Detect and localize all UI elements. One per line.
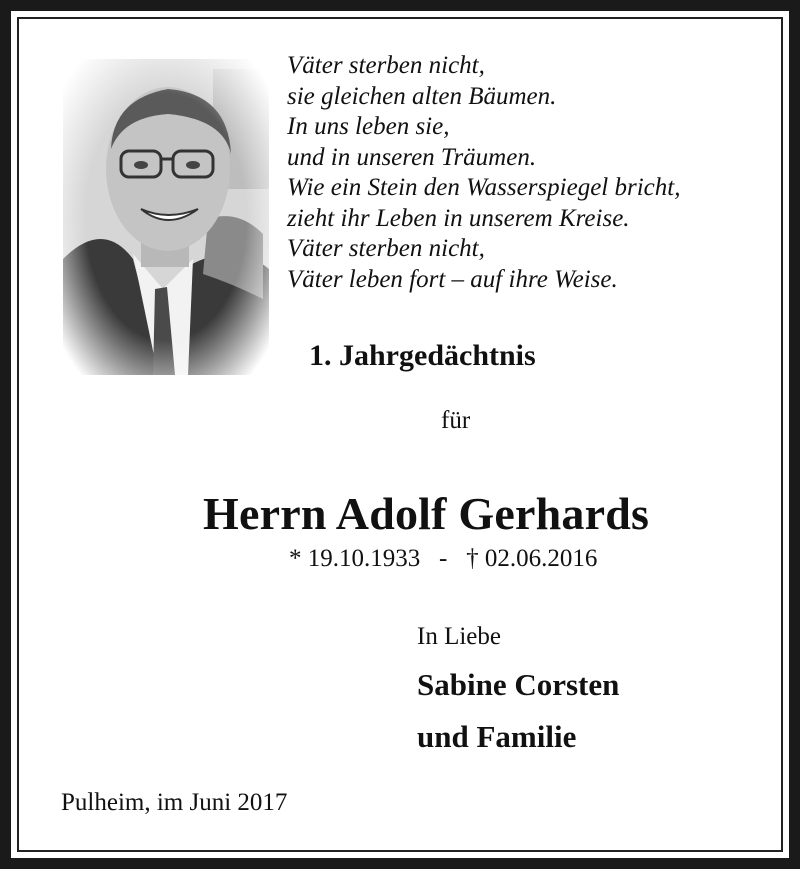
closing-phrase: In Liebe xyxy=(417,623,501,650)
deceased-name: Herrn Adolf Gerhards xyxy=(203,488,650,539)
poem-line: und in unseren Träumen. xyxy=(287,143,537,171)
poem-line: Väter sterben nicht, xyxy=(287,52,485,79)
poem-line: Wie ein Stein den Wasserspiegel bricht, xyxy=(287,174,681,201)
signer-family: und Familie xyxy=(417,719,577,754)
obituary-card xyxy=(11,11,789,858)
anniversary-heading: 1. Jahrgedächtnis xyxy=(309,339,536,372)
place-date: Pulheim, im Juni 2017 xyxy=(61,789,288,816)
poem-line: sie gleichen alten Bäumen. xyxy=(287,82,557,110)
poem-line: zieht ihr Leben in unserem Kreise. xyxy=(287,204,630,232)
portrait-photo xyxy=(63,59,269,375)
for-label: für xyxy=(441,407,471,434)
life-dates: * 19.10.1933 - † 02.06.2016 xyxy=(289,545,598,572)
poem xyxy=(287,51,767,295)
poem-line: Väter leben fort – auf ihre Weise. xyxy=(287,265,618,293)
poem-line: In uns leben sie, xyxy=(287,113,450,140)
poem-line: Väter sterben nicht, xyxy=(287,235,485,262)
signer-name: Sabine Corsten xyxy=(417,667,620,702)
